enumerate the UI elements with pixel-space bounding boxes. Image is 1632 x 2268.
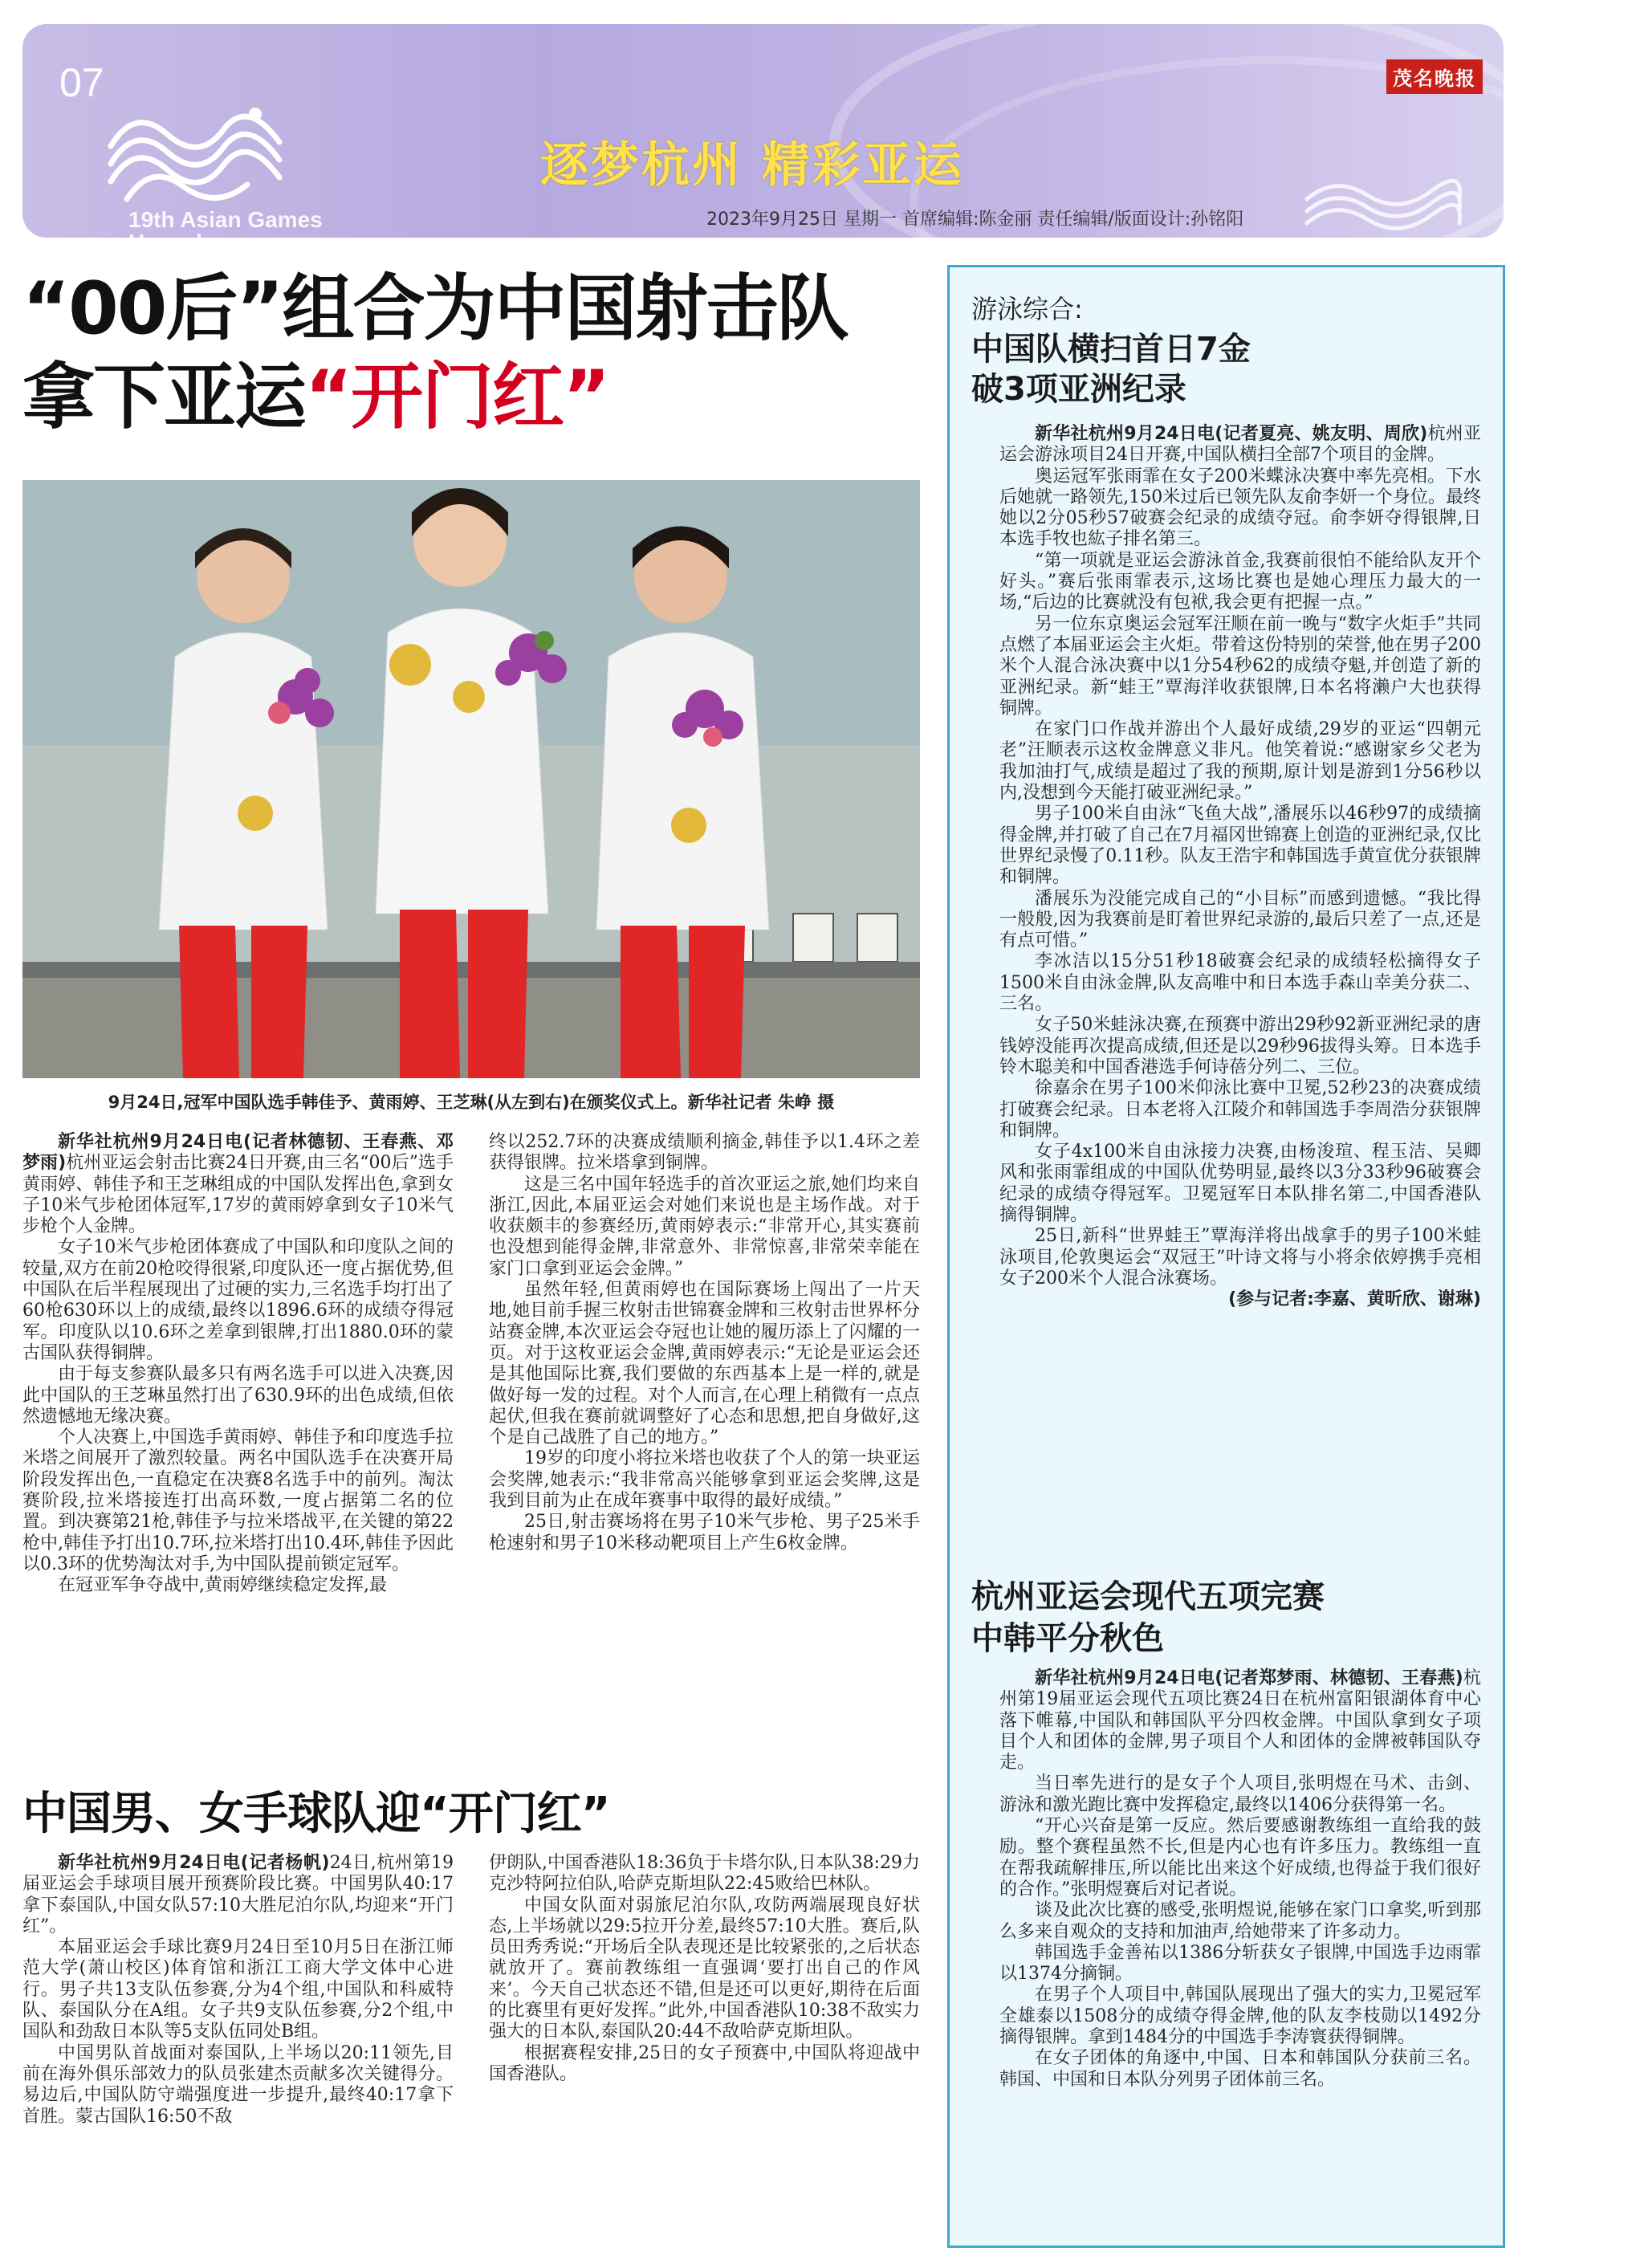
dateline: 新华社杭州9月24日电(记者郑梦雨、林德韧、王春燕): [1035, 1668, 1463, 1688]
games-emblem-icon: [1303, 175, 1463, 231]
paragraph-text: 根据赛程安排,25日的女子预赛中,中国队将迎战中国香港队。: [489, 2042, 920, 2084]
games-line1: 19th Asian Games: [128, 207, 323, 232]
paragraph-text: 杭州亚运会游泳项目24日开赛,中国队横扫全部7个项目的金牌。: [999, 424, 1481, 466]
shooting-column-2: [489, 1132, 920, 1554]
photo-caption: 9月24日,冠军中国队选手韩佳予、黄雨婷、王芝琳(从左到右)在颁奖仪式上。新华社记者 朱峥 摄: [108, 1093, 835, 1112]
paragraph-text: 伊朗队,中国香港队18:36负于卡塔尔队,日本队38:29力克沙特阿拉伯队,哈萨克斯坦队22:45败给巴林队。: [489, 1853, 920, 1895]
article-paragraph: [999, 1943, 1481, 1985]
asian-games-logo-icon: [103, 98, 287, 210]
paragraph-text: 潘展乐为没能完成自己的“小目标”而感到遗憾。“我比得一般般,因为我赛前是盯着世界纪录游的,最后只差了一点,还是有点可惜。”: [999, 888, 1481, 951]
article-paragraph: [22, 1575, 454, 1596]
paragraph-text: 在女子团体的角逐中,中国、日本和韩国队分获前三名。韩国、中国和日本队分列男子团体前三名。: [999, 2048, 1481, 2090]
headline-line2-text: 拿下亚运: [22, 355, 305, 439]
article-paragraph: [489, 1132, 920, 1175]
paragraph-text: 在冠亚军争夺战中,黄雨婷继续稳定发挥,最: [58, 1575, 387, 1596]
article-paragraph: [489, 1853, 920, 1895]
paragraph-text: “第一项就是亚运会游泳首金,我赛前很怕不能给队友开个好头。”赛后张雨霏表示,这场比赛也是她心理压力最大的一场,“后边的比赛就没有包袱,我会更有把握一点。”: [999, 550, 1481, 613]
paragraph-text: 女子10米气步枪团体赛成了中国队和印度队之间的较量,双方在前20枪咬得很紧,印度队还一度占据优势,但中国队在后半程展现出了过硬的实力,三名选手均打出了60枪630环以上的成绩,最终以1896.6环的成绩夺得冠军。印度队以10.6环之差拿到银牌,打出1880.0环的蒙古国队获得铜牌。: [22, 1237, 454, 1363]
article-paragraph: [489, 1280, 920, 1448]
photo-illustration: [22, 480, 920, 1078]
main-headline: [22, 265, 914, 442]
swimming-headline: [971, 329, 1485, 409]
article-paragraph: [999, 1668, 1481, 1773]
paragraph-text: 25日,新科“世界蛙王”覃海洋将出战拿手的男子100米蛙泳项目,伦敦奥运会“双冠王”叶诗文将与小将余依婷携手亮相女子200米个人混合泳赛场。: [999, 1226, 1481, 1289]
headline-line: 中韩平分秋色: [971, 1620, 1164, 1657]
paragraph-text: 男子100米自由泳“飞鱼大战”,潘展乐以46秒97的成绩摘得金牌,并打破了自己在7月福冈世锦赛上创造的亚洲纪录,仅比世界纪录慢了0.11秒。队友王浩宇和韩国选手黄宣优分获银牌和铜牌。: [999, 804, 1481, 888]
slogan: 逐梦杭州 精彩亚运: [540, 137, 964, 193]
paragraph-text: 李冰洁以15分51秒18破赛会纪录的成绩轻松摘得女子1500米自由泳金牌,队友高唯中和日本选手森山幸美分获二、三名。: [999, 951, 1481, 1015]
article-paragraph: [999, 889, 1481, 952]
paragraph-text: 徐嘉余在男子100米仰泳比赛中卫冕,52秒23的决赛成绩打破赛会纪录。日本老将入江陵介和韩国选手李周浩分获银牌和铜牌。: [999, 1078, 1481, 1141]
article-paragraph: [22, 1937, 454, 2042]
article-paragraph: [999, 1015, 1481, 1078]
headline-line: 中国队横扫首日7金: [971, 331, 1251, 368]
paragraph-text: 由于每支参赛队最多只有两名选手可以进入决赛,因此中国队的王芝琳虽然打出了630.9环的出色成绩,但依然遗憾地无缘决赛。: [22, 1364, 454, 1427]
article-paragraph: [489, 1175, 920, 1280]
paragraph-text: 女子4x100米自由泳接力决赛,由杨浚瑄、程玉洁、吴卿风和张雨霏组成的中国队优势明显,最终以3分33秒96破赛会纪录的成绩夺得冠军。卫冕冠军日本队排名第二,中国香港队摘得铜牌。: [999, 1142, 1481, 1225]
paragraph-text: 另一位东京奥运会冠军汪顺在前一晚与“数字火炬手”共同点燃了本届亚运会主火炬。带着这份特别的荣誉,他在男子200米个人混合泳决赛中以1分54秒62的成绩夺魁,并创造了新的亚洲纪录。新“蛙王”覃海洋收获银牌,日本名将濑户大也获得铜牌。: [999, 613, 1481, 719]
dateline: 新华社杭州9月24日电(记者杨帆): [58, 1853, 330, 1873]
swimming-byline: (参与记者:李嘉、黄昕欣、谢琳): [1228, 1289, 1481, 1310]
article-paragraph: [999, 1985, 1481, 2048]
article-paragraph: [999, 466, 1481, 551]
article-paragraph: [999, 424, 1481, 466]
paragraph-text: 24日,杭州第19届亚运会手球项目展开预赛阶段比赛。中国男队40:17拿下泰国队,中国女队57:10大胜尼泊尔队,均迎来“开门红”。: [22, 1853, 454, 1936]
headline-line: 杭州亚运会现代五项完赛: [971, 1578, 1325, 1615]
paragraph-text: 本届亚运会手球比赛9月24日至10月5日在浙江师范大学(萧山校区)体育馆和浙江工商大学文体中心进行。男子共13支队伍参赛,分为4个组,中国队和科威特队、泰国队分在A组。女子共9支队伍参赛,分2个组,中国队和劲敌日本队等5支队伍同处B组。: [22, 1937, 454, 2042]
article-paragraph: [999, 951, 1481, 1015]
paragraph-text: 中国男队首战面对泰国队,上半场以20:11领先,目前在海外俱乐部效力的队员张建杰贡献多次关键得分。易边后,中国队防守端强度进一步提升,最终40:17拿下首胜。蒙古国队16:50不敌: [22, 2042, 454, 2127]
pentathlon-headline: [971, 1576, 1485, 1659]
pentathlon-article: [999, 1668, 1481, 2091]
edit-line: 2023年9月25日 星期一 首席编辑:陈金丽 责任编辑/版面设计:孙铭阳: [706, 210, 1244, 230]
handball-column-1: [22, 1853, 454, 2128]
games-name: [128, 209, 323, 254]
article-paragraph: [489, 1512, 920, 1554]
article-paragraph: [22, 2043, 454, 2128]
article-paragraph: [999, 804, 1481, 888]
paragraph-text: 在男子个人项目中,韩国队展现出了强大的实力,卫冕冠军全雄泰以1508分的成绩夺得金牌,他的队友李枝勋以1492分摘得银牌。拿到1484分的中国选手李涛寰获得铜牌。: [999, 1985, 1481, 2048]
dateline: 新华社杭州9月24日电(记者林德韧、王春燕、邓梦雨): [22, 1132, 454, 1174]
article-paragraph: [999, 551, 1481, 614]
handball-column-2: [489, 1853, 920, 2085]
paragraph-text: “开心兴奋是第一反应。然后要感谢教练组一直给我的鼓励。整个赛程虽然不长,但是内心也有许多压力。教练组一直在帮我疏解排压,所以能比出来这个好成绩,也得益于我们很好的合作。”张明煜赛后对记者说。: [999, 1816, 1481, 1900]
dateline: 新华社杭州9月24日电(记者夏亮、姚友明、周欣): [1035, 424, 1428, 444]
paragraph-text: 终以252.7环的决赛成绩顺利摘金,韩佳予以1.4环之差获得银牌。拉米塔拿到铜牌。: [489, 1132, 920, 1174]
paragraph-text: 在家门口作战并游出个人最好成绩,29岁的亚运“四朝元老”汪顺表示这枚金牌意义非凡。他笑着说:“感谢家乡父老为我加油打气,成绩是超过了我的预期,原计划是游到1分56秒以内,没想到今天能打破亚洲纪录。”: [999, 719, 1481, 804]
paragraph-text: 虽然年轻,但黄雨婷也在国际赛场上闯出了一片天地,她目前手握三枚射击世锦赛金牌和三枚射击世界杯分站赛金牌,本次亚运会夺冠也让她的履历添上了闪耀的一页。对于这枚亚运会金牌,黄雨婷表示:“无论是亚运会还是其他国际比赛,我们要做的东西基本上是一样的,就是做好每一发的过程。对个人而言,在心理上稍微有一点点起伏,但我在赛前就调整好了心态和思想,把自身做好,这个是自己战胜了自己的地方。”: [489, 1280, 920, 1448]
article-paragraph: [999, 614, 1481, 719]
masthead: [22, 24, 1504, 254]
article-paragraph: [22, 1364, 454, 1427]
shooting-column-1: [22, 1132, 454, 1597]
swimming-kicker: 游泳综合:: [971, 294, 1083, 324]
page-number: 07: [59, 60, 104, 105]
newspaper-name: 茂名晚报: [1386, 59, 1483, 94]
paragraph-text: 个人决赛上,中国选手黄雨婷、韩佳予和印度选手拉米塔之间展开了激烈较量。两名中国队选手在决赛开局阶段发挥出色,一直稳定在决赛8名选手中的前列。淘汰赛阶段,拉米塔接连打出高环数,一度占据第二名的位置。到决赛第21枪,韩佳予与拉米塔战平,在关键的第22枪中,韩佳予打出10.7环,拉米塔打出10.4环,韩佳予因此以0.3环的优势淘汰对手,为中国队提前锁定冠军。: [22, 1427, 454, 1574]
paragraph-text: 杭州亚运会射击比赛24日开赛,由三名“00后”选手黄雨婷、韩佳予和王芝琳组成的中国队发挥出色,拿到女子10米气步枪团体冠军,17岁的黄雨婷拿到女子10米气步枪个人金牌。: [22, 1153, 454, 1237]
headline-line1: “00后”组合为中国射击队: [22, 267, 848, 351]
podium-photo: [22, 480, 920, 1078]
article-paragraph: [489, 1448, 920, 1512]
headline-highlight: “开门红”: [305, 355, 609, 439]
paragraph-text: 韩国选手金善祐以1386分斩获女子银牌,中国选手边雨霏以1374分摘铜。: [999, 1942, 1481, 1985]
paragraph-text: 19岁的印度小将拉米塔也收获了个人的第一块亚运会奖牌,她表示:“我非常高兴能够拿到亚运会奖牌,这是我到目前为止在成年赛事中取得的最好成绩。”: [489, 1448, 920, 1512]
article-paragraph: [999, 1142, 1481, 1226]
games-line2: Hangzhou: [128, 230, 238, 254]
headline-line: 破3项亚洲纪录: [971, 371, 1186, 408]
article-paragraph: [999, 1226, 1481, 1289]
article-paragraph: [999, 1773, 1481, 1816]
paragraph-text: 杭州第19届亚运会现代五项比赛24日在杭州富阳银湖体育中心落下帷幕,中国队和韩国队平分四枚金牌。中国队拿到女子项目个人和团体的金牌,男子项目个人和团体的金牌被韩国队夺走。: [999, 1668, 1481, 1773]
article-paragraph: [999, 1078, 1481, 1142]
article-paragraph: [22, 1427, 454, 1575]
article-paragraph: [22, 1853, 454, 1937]
paragraph-text: 25日,射击赛场将在男子10米气步枪、男子25米手枪速射和男子10米移动靶项目上产生6枚金牌。: [489, 1512, 920, 1553]
paragraph-text: 中国女队面对弱旅尼泊尔队,攻防两端展现良好状态,上半场就以29:5拉开分差,最终57:10大胜。赛后,队员田秀秀说:“开场后全队表现还是比较紧张的,之后状态就放开了。赛前教练组一直强调‘要打出自己的作风来’。今天自己状态还不错,但是还可以更好,期待在后面的比赛里有更好发挥。”此外,中国香港队10:38不敌实力强大的日本队,泰国队20:44不敌哈萨克斯坦队。: [489, 1895, 920, 2042]
article-paragraph: [22, 1237, 454, 1364]
paragraph-text: 女子50米蛙泳决赛,在预赛中游出29秒92新亚洲纪录的唐钱婷没能再次提高成绩,但还是以29秒96拔得头筹。日本选手铃木聪美和中国香港选手何诗蓓分列二、三位。: [999, 1015, 1481, 1077]
headline-line2: [22, 353, 914, 442]
article-paragraph: [489, 2043, 920, 2086]
paragraph-text: 奥运冠军张雨霏在女子200米蝶泳决赛中率先亮相。下水后她就一路领先,150米过后已领先队友俞李妍一个身位。最终她以2分05秒57破赛会纪录的成绩夺冠。俞李妍夺得银牌,日本选手牧也紘子排名第三。: [999, 466, 1481, 550]
article-paragraph: [999, 1900, 1481, 1943]
article-paragraph: [999, 719, 1481, 804]
article-paragraph: [22, 1132, 454, 1237]
article-paragraph: [999, 2048, 1481, 2091]
paragraph-text: 谈及此次比赛的感受,张明煜说,能够在家门口拿奖,听到那么多来自观众的支持和加油声,给她带来了许多动力。: [999, 1900, 1481, 1942]
paragraph-text: 当日率先进行的是女子个人项目,张明煜在马术、击剑、游泳和激光跑比赛中发挥稳定,最终以1406分获得第一名。: [999, 1773, 1481, 1815]
article-paragraph: [999, 1816, 1481, 1900]
article-paragraph: [489, 1895, 920, 2043]
handball-headline: 中国男、女手球队迎“开门红”: [22, 1788, 610, 1840]
paragraph-text: 这是三名中国年轻选手的首次亚运之旅,她们均来自浙江,因此,本届亚运会对她们来说也是主场作战。对于收获颇丰的参赛经历,黄雨婷表示:“非常开心,其实赛前也没想到能得金牌,非常意外、非常惊喜,非常荣幸能在家门口拿到亚运会金牌。”: [489, 1174, 920, 1279]
swimming-article: [999, 424, 1481, 1310]
